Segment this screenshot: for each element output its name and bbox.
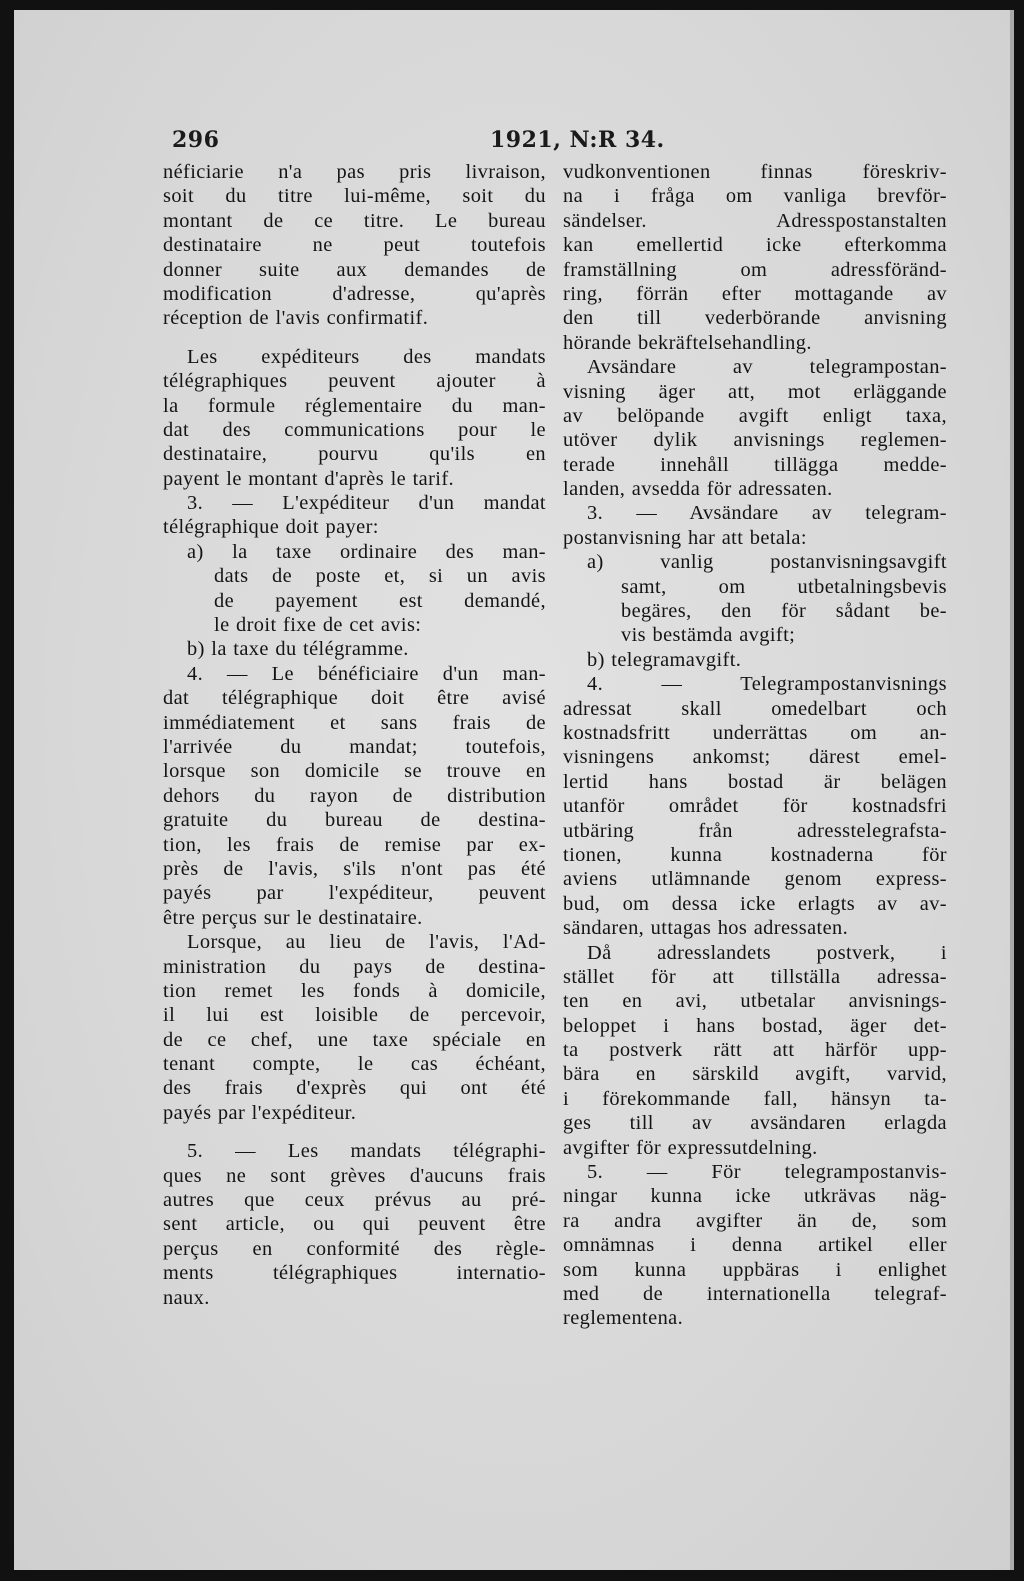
swedish-text-line: avgifter för expressutdelning. [563, 1136, 818, 1159]
swedish-text-line: landen, avsedda för adressaten. [563, 478, 833, 501]
swedish-text-line: den till vederbörande anvisning [563, 307, 947, 330]
swedish-text-line: ra andra avgifter än de, som [563, 1209, 947, 1232]
french-text-line: soit du titre lui-même, soit du [163, 185, 546, 208]
year-and-issue: 1921, N:R 34. [490, 127, 665, 153]
swedish-text-line: ta postverk rätt att härför upp- [563, 1039, 947, 1062]
french-text-line: donner suite aux demandes de [163, 258, 546, 281]
swedish-text-line: tionen, kunna kostnaderna för [563, 843, 947, 866]
french-text-line: de payement est demandé, [214, 589, 546, 612]
french-text-line: naux. [163, 1286, 210, 1309]
swedish-text-line: 5. — För telegrampostanvis- [587, 1161, 947, 1184]
french-text-line: a) la taxe ordinaire des man- [187, 540, 546, 563]
swedish-text-line: ten en avi, utbetalar anvisnings- [563, 990, 947, 1013]
french-text-line: il lui est loisible de percevoir, [163, 1004, 546, 1027]
french-text-line: modification d'adresse, qu'après [163, 282, 546, 305]
french-text-line: télégraphique doit payer: [163, 516, 379, 539]
french-text-line: tion, les frais de remise par ex- [163, 833, 546, 856]
swedish-text-line: bära en särskild avgift, varvid, [563, 1063, 947, 1086]
swedish-text-line: hörande bekräftelsehandling. [563, 331, 812, 354]
french-text-line: ques ne sont grèves d'aucuns frais [163, 1164, 546, 1187]
french-text-line: tenant compte, le cas échéant, [163, 1053, 546, 1076]
french-text-line: de ce chef, une taxe spéciale en [163, 1028, 546, 1051]
swedish-text-line: 3. — Avsändare av telegram- [587, 502, 947, 525]
swedish-text-line: terade innehåll tillägga medde- [563, 453, 947, 476]
french-text-line: immédiatement et sans frais de [163, 711, 546, 734]
french-text-line: autres que ceux prévus au pré- [163, 1189, 546, 1212]
swedish-text-line: 4. — Telegrampostanvisnings [587, 673, 947, 696]
swedish-text-line: Då adresslandets postverk, i [587, 941, 947, 964]
swedish-text-line: Avsändare av telegrampostan- [587, 356, 947, 379]
swedish-text-line: aviens utlämnande genom express- [563, 868, 947, 891]
french-text-line: la formule réglementaire du man- [163, 394, 546, 417]
french-text-line: 5. — Les mandats télégraphi- [187, 1140, 546, 1163]
swedish-text-line: bud, om dessa icke erlagts av av- [563, 892, 947, 915]
swedish-text-line: sändelser. Adresspostanstalten [563, 209, 947, 232]
french-paragraph-gap [163, 1125, 546, 1139]
swedish-text-line: utbäring från adresstelegrafsta- [563, 819, 947, 842]
french-text-line: 4. — Le bénéficiaire d'un man- [187, 662, 546, 685]
french-text-line: télégraphiques peuvent ajouter à [163, 370, 546, 393]
french-text-line: le droit fixe de cet avis: [214, 614, 422, 637]
french-text-line: payés par l'expéditeur, peuvent [163, 882, 546, 905]
swedish-text-line: sändaren, uttagas hos adressaten. [563, 917, 849, 940]
french-text-line: dehors du rayon de distribution [163, 784, 546, 807]
french-text-line: 3. — L'expéditeur d'un mandat [187, 492, 546, 515]
french-text-line: ments télégraphiques internatio- [163, 1262, 546, 1285]
swedish-text-line: a) vanlig postanvisningsavgift [587, 551, 947, 574]
swedish-text-line: samt, om utbetalningsbevis [621, 575, 947, 598]
french-text-line: perçus en conformité des règle- [163, 1237, 546, 1260]
swedish-text-line: vis bestämda avgift; [621, 624, 796, 647]
french-text-line: être perçus sur le destinataire. [163, 906, 423, 929]
swedish-text-line: na i fråga om vanliga brevför- [563, 185, 947, 208]
french-text-line: tion remet les fonds à domicile, [163, 979, 546, 1002]
swedish-text-line: kostnadsfritt underrättas om an- [563, 721, 947, 744]
french-text-line: néficiarie n'a pas pris livraison, [163, 161, 546, 183]
running-header [172, 115, 962, 155]
french-text-line: l'arrivée du mandat; toutefois, [163, 735, 546, 758]
swedish-text-column [563, 160, 947, 1331]
french-paragraph-gap [163, 331, 546, 345]
french-text-line: ministration du pays de destina- [163, 955, 546, 978]
swedish-text-line: i förekommande fall, hänsyn ta- [563, 1087, 947, 1110]
french-text-line: dats de poste et, si un avis [214, 565, 546, 588]
swedish-text-line: av belöpande avgift enligt taxa, [563, 404, 947, 427]
swedish-text-line: utöver dylik anvisnings reglemen- [563, 429, 947, 452]
swedish-text-line: visning äger att, mot erläggande [563, 380, 947, 403]
swedish-text-line: begäres, den för sådant be- [621, 600, 947, 623]
french-text-line: près de l'avis, s'ils n'ont pas été [163, 857, 546, 880]
swedish-text-line: ningar kunna icke utkrävas näg- [563, 1185, 947, 1208]
french-text-line: lorsque son domicile se trouve en [163, 760, 546, 783]
swedish-text-line: visningens ankomst; därest emel- [563, 746, 947, 769]
french-text-line: payés par l'expéditeur. [163, 1101, 357, 1124]
french-text-line: des frais d'exprès qui ont été [163, 1077, 546, 1100]
swedish-text-line: utanför området för kostnadsfri [563, 795, 947, 818]
swedish-text-line: kan emellertid icke efterkomma [563, 234, 947, 257]
swedish-text-line: vudkonventionen finnas föreskriv- [563, 161, 947, 183]
swedish-text-line: adressat skall omedelbart och [563, 697, 947, 720]
swedish-text-line: postanvisning har att betala: [563, 526, 807, 549]
swedish-text-line: beloppet i hans bostad, äger det- [563, 1014, 947, 1037]
swedish-text-line: framställning om adressföränd- [563, 258, 947, 281]
swedish-text-line: ring, förrän efter mottagande av [563, 282, 947, 305]
french-text-line: b) la taxe du télégramme. [187, 638, 409, 661]
french-text-line: montant de ce titre. Le bureau [163, 209, 546, 232]
french-text-line: sent article, ou qui peuvent être [163, 1213, 546, 1236]
swedish-text-line: omnämnas i denna artikel eller [563, 1234, 947, 1257]
page-number: 296 [172, 127, 220, 153]
french-text-line: destinataire ne peut toutefois [163, 234, 546, 257]
swedish-text-line: ges till av avsändaren erlagda [563, 1112, 947, 1135]
french-text-line: Les expéditeurs des mandats [187, 345, 546, 368]
french-text-line: dat télégraphique doit être avisé [163, 687, 546, 710]
french-text-line: réception de l'avis confirmatif. [163, 307, 429, 330]
french-text-line: gratuite du bureau de destina- [163, 809, 546, 832]
swedish-text-line: stället för att tillställa adressa- [563, 965, 947, 988]
swedish-text-line: som kunna uppbäras i enlighet [563, 1258, 947, 1281]
french-text-column [163, 160, 546, 1310]
swedish-text-line: lertid hans bostad är belägen [563, 770, 947, 793]
swedish-text-line: med de internationella telegraf- [563, 1282, 947, 1305]
french-text-line: destinataire, pourvu qu'ils en [163, 443, 546, 466]
french-text-line: payent le montant d'après le tarif. [163, 467, 455, 490]
french-text-line: dat des communications pour le [163, 418, 546, 441]
swedish-text-line: b) telegramavgift. [587, 648, 742, 671]
swedish-text-line: reglementena. [563, 1307, 684, 1330]
french-text-line: Lorsque, au lieu de l'avis, l'Ad- [187, 931, 546, 954]
